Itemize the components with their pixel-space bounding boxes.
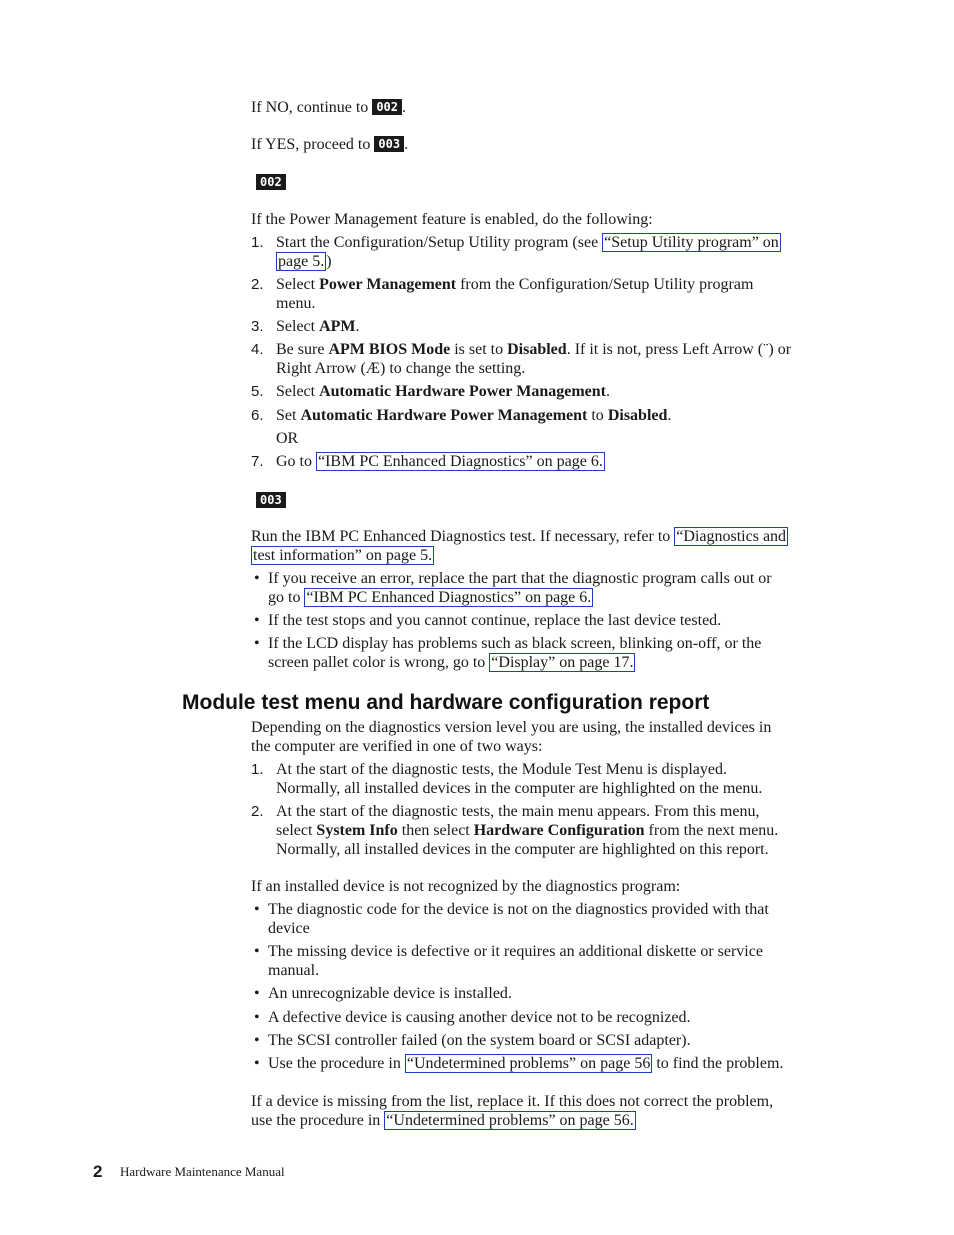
step-003-code: 003	[256, 492, 286, 508]
if-yes-text: If YES, proceed to	[251, 136, 371, 153]
module-intro: Depending on the diagnostics version level you are using, the installed devices in the computer are verified in one of two ways:	[251, 719, 772, 755]
bullet: •	[254, 570, 260, 587]
list-item: Use the procedure in “Undetermined problems” on page 56 to find the problem.	[268, 1055, 784, 1072]
footer-title: Hardware Maintenance Manual	[120, 1164, 285, 1179]
or-text: OR	[276, 430, 299, 447]
undetermined-problems-link-2[interactable]: “Undetermined problems” on page 56.	[386, 1112, 634, 1129]
bullet: •	[254, 1032, 260, 1049]
list-number: 1.	[251, 761, 264, 778]
section-heading: Module test menu and hardware configuration report	[182, 691, 710, 714]
step-002-intro: If the Power Management feature is enabled, do the following:	[251, 211, 653, 228]
step-code-003-ref[interactable]: 003	[374, 136, 404, 152]
step-003-intro: Run the IBM PC Enhanced Diagnostics test. If necessary, refer to “Diagnostics and test information” on page 5.	[251, 528, 787, 564]
list-number: 6.	[251, 407, 264, 424]
list-item: The missing device is defective or it requires an additional diskette or service manual.	[268, 943, 763, 979]
diagnostics-info-link[interactable]: “Diagnostics and	[676, 528, 787, 545]
setup-utility-link-cont[interactable]: page 5.	[278, 253, 325, 270]
list-item: If the LCD display has problems such as black screen, blinking on-off, or the screen pallet color is wrong, go to “Display” on page 17.	[268, 635, 762, 671]
step-002-code: 002	[256, 174, 286, 190]
setup-utility-link[interactable]: “Setup Utility program” on	[604, 234, 779, 251]
closing-paragraph: If a device is missing from the list, replace it. If this does not correct the problem, use the procedure in “Undetermined problems” on page 56.	[251, 1093, 774, 1129]
list-number: 3.	[251, 318, 264, 335]
list-item: Select Power Management from the Configuration/Setup Utility program menu.	[276, 276, 754, 312]
list-item: At the start of the diagnostic tests, the main menu appears. From this menu, select System Info then select Hardware Configuration from the next menu. Normally, all installed devices in the computer are highlighted on this report.	[276, 803, 779, 858]
list-item: An unrecognizable device is installed.	[268, 985, 512, 1002]
list-item: The SCSI controller failed (on the system board or SCSI adapter).	[268, 1032, 691, 1049]
list-item: Go to “IBM PC Enhanced Diagnostics” on page 6.	[276, 453, 603, 470]
bullet: •	[254, 1009, 260, 1026]
list-number: 7.	[251, 453, 264, 470]
bullet: •	[254, 943, 260, 960]
list-item: Set Automatic Hardware Power Management to Disabled. OR	[276, 407, 672, 447]
if-yes-line: If YES, proceed to 003 .	[251, 136, 409, 153]
list-number: 4.	[251, 341, 264, 358]
bullet: •	[254, 635, 260, 652]
step-code-002-ref[interactable]: 002	[372, 99, 402, 115]
if-no-line: If NO, continue to 002 .	[251, 99, 406, 116]
list-item: The diagnostic code for the device is not on the diagnostics provided with that device	[268, 901, 769, 937]
list-item: A defective device is causing another device not to be recognized.	[268, 1009, 691, 1026]
list-item: Select Automatic Hardware Power Management.	[276, 383, 610, 400]
list-number: 1.	[251, 234, 264, 251]
ibm-diagnostics-link-2[interactable]: “IBM PC Enhanced Diagnostics” on page 6.	[306, 589, 592, 606]
page-number: 2	[93, 1162, 103, 1181]
list-item: If you receive an error, replace the part that the diagnostic program calls out or go to “IBM PC Enhanced Diagnostics” on page 6.	[268, 570, 772, 606]
diagnostics-info-link-cont[interactable]: test information” on page 5.	[253, 547, 433, 564]
list-item: At the start of the diagnostic tests, the Module Test Menu is displayed. Normally, all installed devices in the computer are highlighted on the menu.	[276, 761, 763, 797]
list-item: If the test stops and you cannot continue, replace the last device tested.	[268, 612, 722, 629]
list-item: Start the Configuration/Setup Utility program (see “Setup Utility program” on page 5. )	[276, 234, 779, 270]
list-item: Be sure APM BIOS Mode is set to Disabled. If it is not, press Left Arrow (¨) or Right Arrow (Æ) to change the setting.	[276, 341, 792, 377]
list-number: 2.	[251, 276, 264, 293]
bullet: •	[254, 612, 260, 629]
bullet: •	[254, 1055, 260, 1072]
bullet: •	[254, 985, 260, 1002]
display-link[interactable]: “Display” on page 17.	[491, 654, 634, 671]
not-recognized-intro: If an installed device is not recognized by the diagnostics program:	[251, 878, 681, 895]
step-002-marker	[256, 174, 286, 192]
list-number: 2.	[251, 803, 264, 820]
if-no-text: If NO, continue to	[251, 99, 369, 116]
list-number: 5.	[251, 383, 264, 400]
step-003-marker	[256, 492, 286, 510]
list-item: Select APM.	[276, 318, 360, 335]
bullet: •	[254, 901, 260, 918]
undetermined-problems-link[interactable]: “Undetermined problems” on page 56	[406, 1055, 651, 1072]
ibm-diagnostics-link[interactable]: “IBM PC Enhanced Diagnostics” on page 6.	[318, 453, 603, 470]
